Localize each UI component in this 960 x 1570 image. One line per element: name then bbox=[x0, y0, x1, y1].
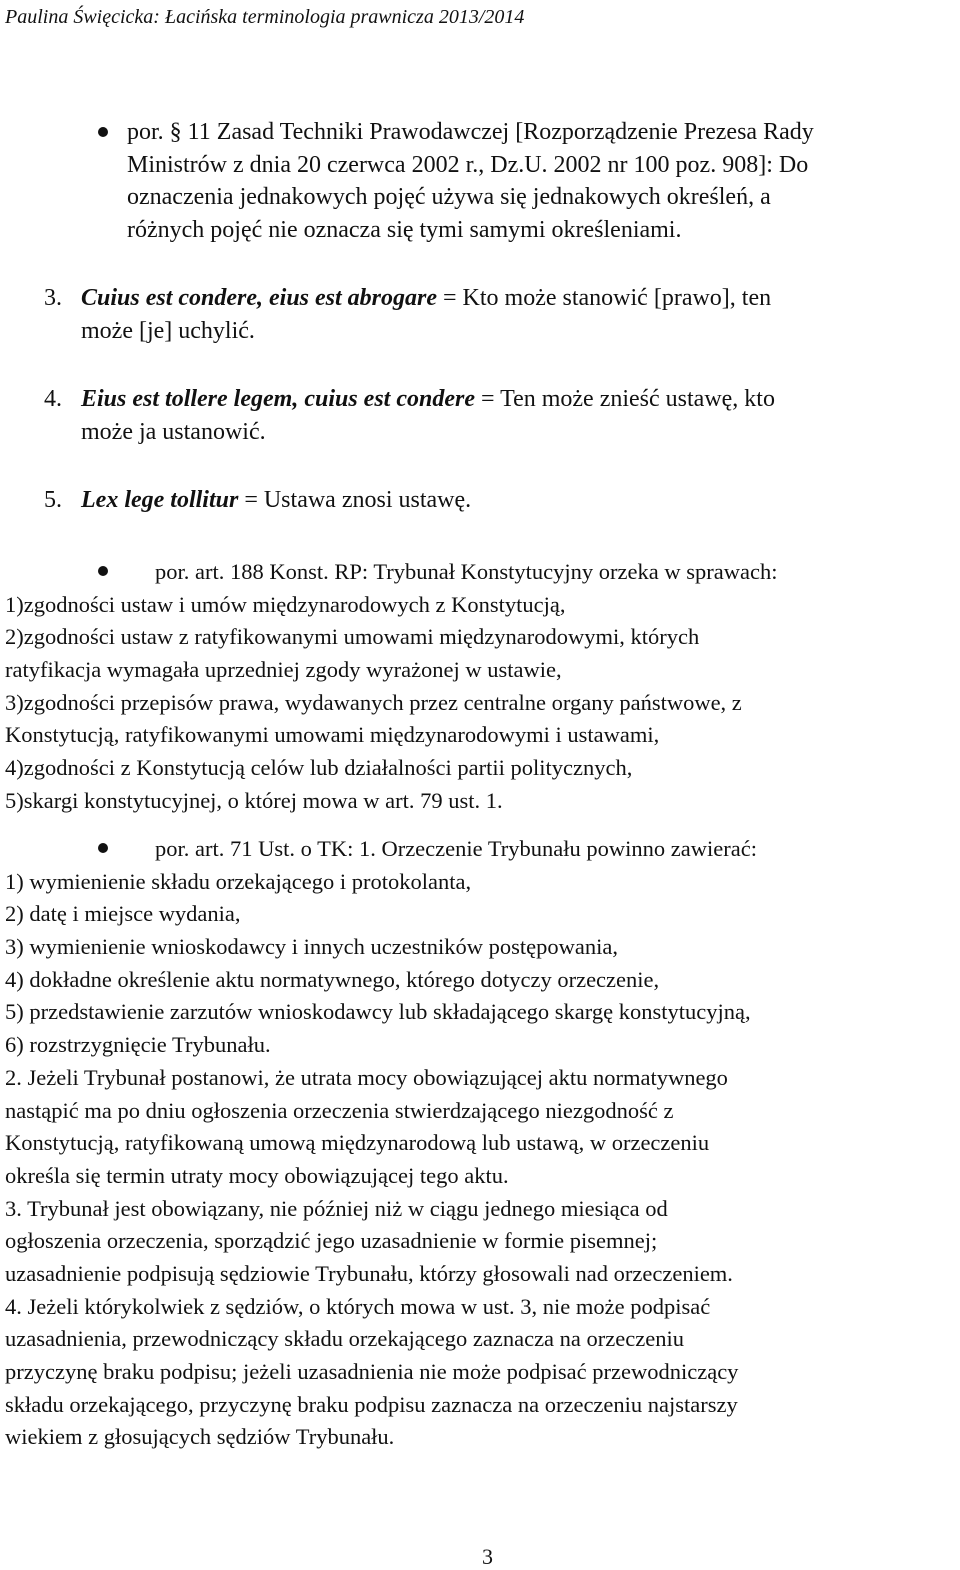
text-line: składu orzekającego, przyczynę braku podpisu zaznacza na orzeczeniu najstarszy bbox=[5, 1391, 738, 1417]
text-line: Konstytucją, ratyfikowanymi umowami międzynarodowymi i ustawami, bbox=[5, 722, 660, 748]
maxim-item-3 bbox=[44, 282, 960, 347]
latin-maxim: Eius est tollere legem, cuius est condere bbox=[81, 386, 475, 412]
text-line: 4. Jeżeli którykolwiek z sędziów, o których mowa w ust. 3, nie może podpisać bbox=[5, 1293, 711, 1319]
text-line: 5)skargi konstytucyjnej, o której mowa w art. 79 ust. 1. bbox=[5, 787, 503, 813]
page-number: 3 bbox=[482, 1544, 493, 1569]
maxim-item-5 bbox=[44, 484, 960, 517]
konstytucja-art-188-block bbox=[5, 556, 960, 818]
ustawa-tk-art-71-block bbox=[5, 833, 960, 1454]
bullet-paragraph-zasady-techniki bbox=[127, 116, 960, 246]
item-number: 4. bbox=[44, 386, 62, 412]
item-number: 5. bbox=[44, 487, 62, 513]
text-line: przyczynę braku podpisu; jeżeli uzasadnienia nie może podpisać przewodniczący bbox=[5, 1359, 739, 1384]
text-line: 2) datę i miejsce wydania, bbox=[5, 901, 241, 927]
item-number: 3. bbox=[44, 285, 62, 311]
text-line: ratyfikacja wymagała uprzedniej zgody wyrażonej w ustawie, bbox=[5, 657, 562, 683]
text-line: uzasadnienia, przewodniczący składu orzekającego zaznacza na orzeczeniu bbox=[5, 1326, 684, 1352]
maxim-translation: = Kto może stanowić [prawo], ten bbox=[437, 285, 772, 311]
text-line: Konstytucją, ratyfikowaną umową międzynarodową lub ustawą, w orzeczeniu bbox=[5, 1130, 710, 1156]
text-line: 1) wymienienie składu orzekającego i protokolanta, bbox=[5, 868, 472, 894]
text-line: 4) dokładne określenie aktu normatywnego, którego dotyczy orzeczenie, bbox=[5, 966, 660, 992]
text-line: różnych pojęć nie oznacza się tymi samymi określeniami. bbox=[127, 216, 682, 243]
maxim-translation-cont: może ja ustanowić. bbox=[81, 418, 266, 445]
latin-maxim: Lex lege tollitur bbox=[81, 487, 239, 513]
text-line: por. § 11 Zasad Techniki Prawodawczej [Rozporządzenie Prezesa Rady bbox=[127, 119, 814, 145]
text-line: oznaczenia jednakowych pojęć używa się jednakowych określeń, a bbox=[127, 184, 771, 210]
text-line: 2)zgodności ustaw z ratyfikowanymi umowami międzynarodowymi, których bbox=[5, 624, 700, 650]
text-line: 3) wymienienie wnioskodawcy i innych uczestników postępowania, bbox=[5, 934, 618, 960]
running-header: Paulina Święcicka: Łacińska terminologia prawnicza 2013/2014 bbox=[5, 6, 525, 28]
maxim-translation: = Ten może znieść ustawę, kto bbox=[474, 386, 775, 412]
maxim-translation-cont: może [je] uchylić. bbox=[81, 317, 255, 344]
latin-maxim: Cuius est condere, eius est abrogare bbox=[81, 285, 438, 311]
text-line: uzasadnienie podpisują sędziowie Trybunału, którzy głosowali nad orzeczeniem. bbox=[5, 1260, 733, 1286]
text-line: nastąpić ma po dniu ogłoszenia orzeczenia stwierdzającego niezgodność z bbox=[5, 1097, 674, 1123]
text-line: 1)zgodności ustaw i umów międzynarodowych z Konstytucją, bbox=[5, 591, 566, 617]
maxim-translation: = Ustawa znosi ustawę. bbox=[238, 487, 472, 513]
text-line: Ministrów z dnia 20 czerwca 2002 r., Dz.U. 2002 nr 100 poz. 908]: Do bbox=[127, 151, 809, 178]
text-line: 3)zgodności przepisów prawa, wydawanych przez centralne organy państwowe, z bbox=[5, 689, 742, 715]
text-line: 5) przedstawienie zarzutów wnioskodawcy lub składającego skargę konstytucyjną, bbox=[5, 999, 751, 1025]
text-line: por. art. 188 Konst. RP: Trybunał Konstytucyjny orzeka w sprawach: bbox=[155, 559, 778, 584]
text-line: 4)zgodności z Konstytucją celów lub działalności partii politycznych, bbox=[5, 755, 633, 781]
maxim-item-4 bbox=[44, 383, 960, 448]
text-line: por. art. 71 Ust. o TK: 1. Orzeczenie Trybunału powinno zawierać: bbox=[155, 836, 757, 861]
bullet-marker bbox=[98, 127, 108, 137]
text-line: określa się termin utraty mocy obowiązującej tego aktu. bbox=[5, 1162, 509, 1188]
text-line: wiekiem z głosujących sędziów Trybunału. bbox=[5, 1424, 395, 1450]
text-line: 3. Trybunał jest obowiązany, nie później niż w ciągu jednego miesiąca od bbox=[5, 1195, 668, 1221]
text-line: 2. Jeżeli Trybunał postanowi, że utrata mocy obowiązującej aktu normatywnego bbox=[5, 1064, 728, 1090]
text-line: ogłoszenia orzeczenia, sporządzić jego uzasadnienie w formie pisemnej; bbox=[5, 1228, 658, 1254]
text-line: 6) rozstrzygnięcie Trybunału. bbox=[5, 1032, 271, 1058]
